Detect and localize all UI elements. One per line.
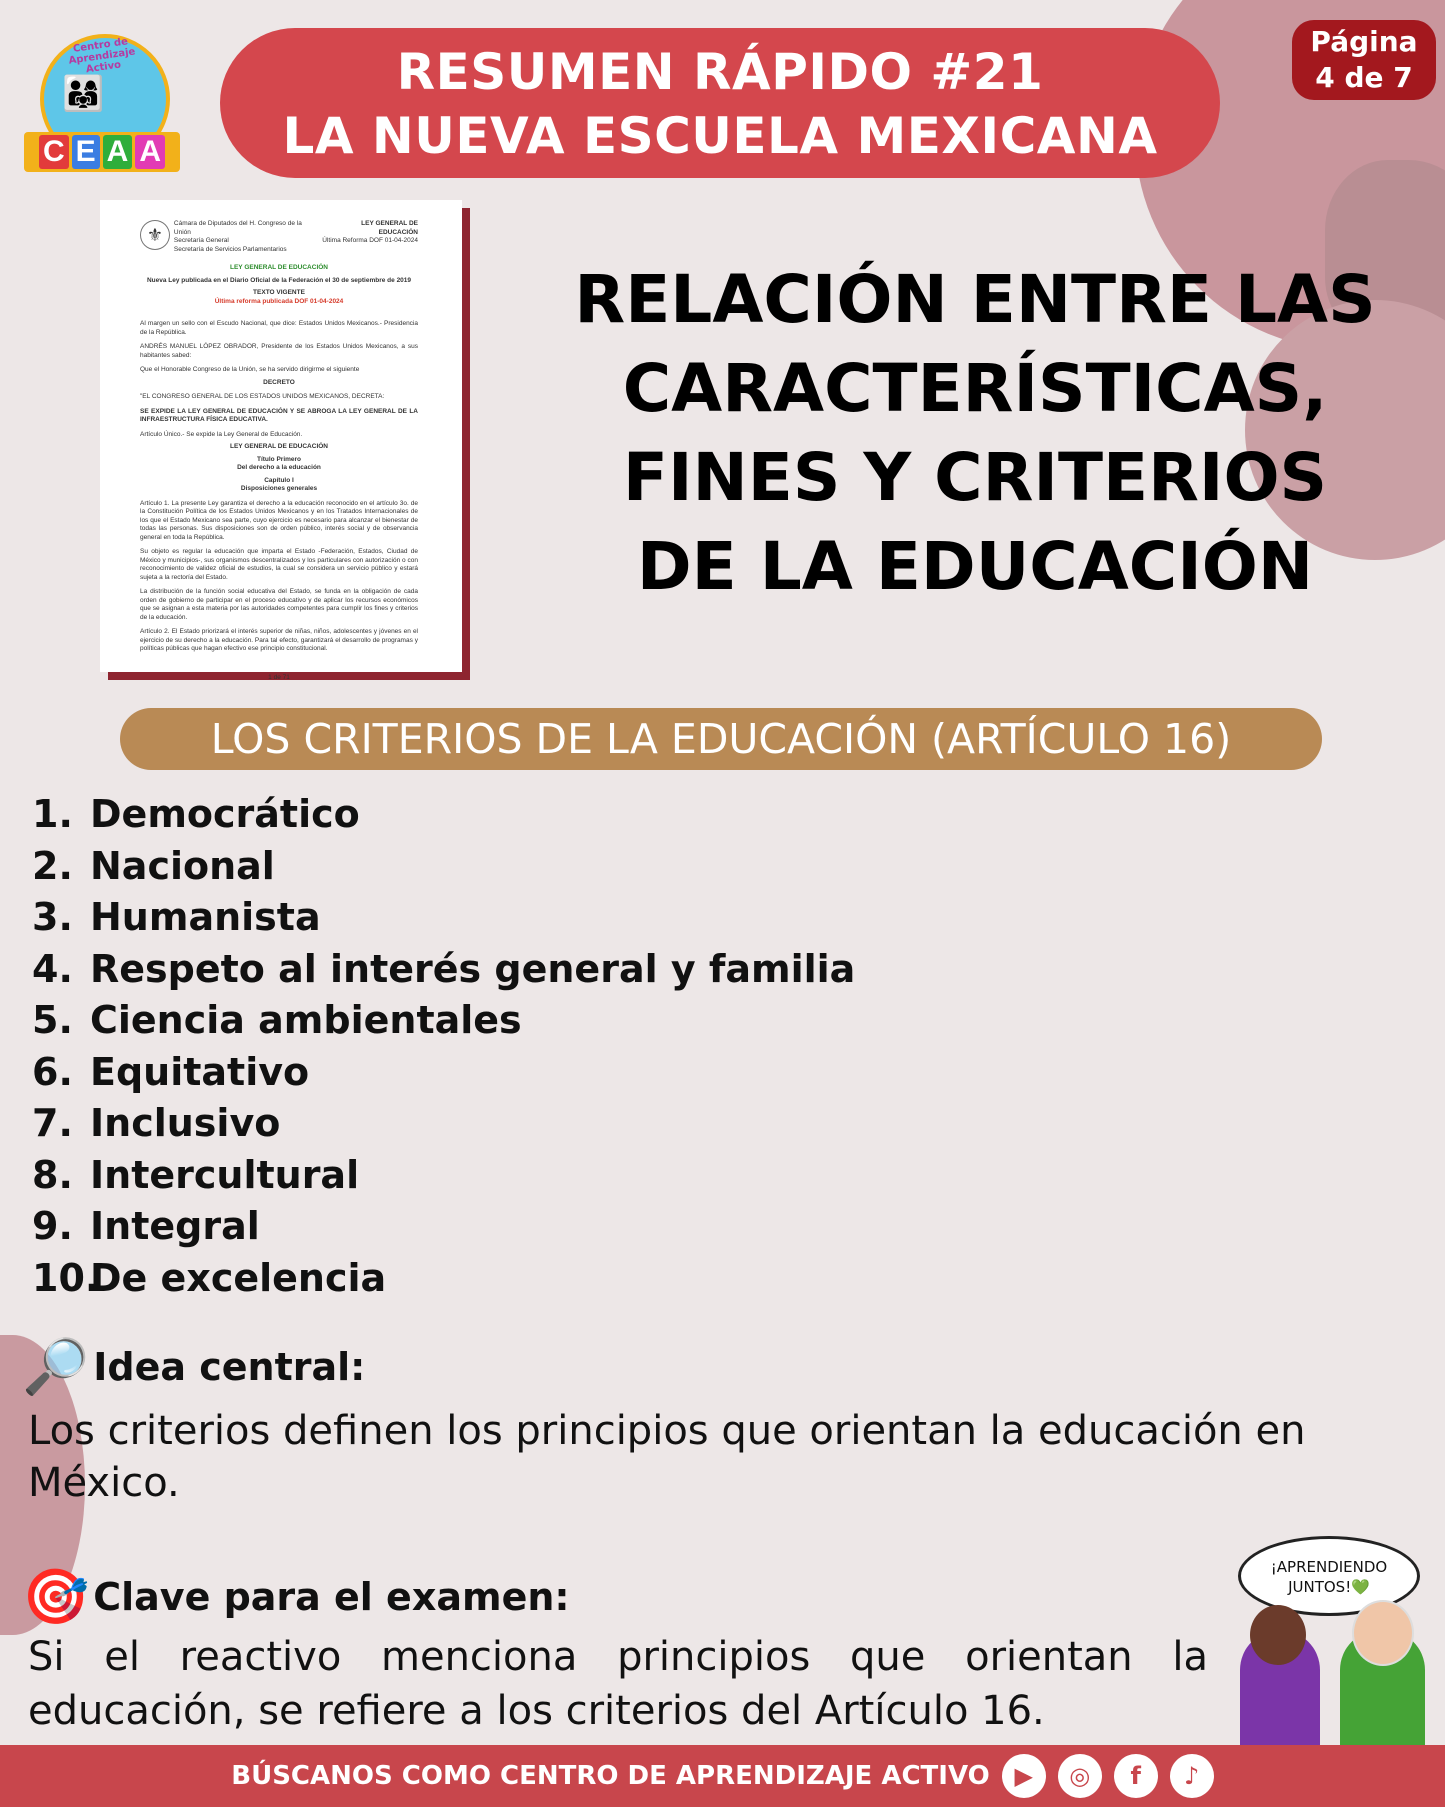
list-item [32,789,855,841]
teacher-woman-head [1250,1605,1306,1665]
law-document-thumbnail [100,200,462,681]
document-paragraph: "EL CONGRESO GENERAL DE LOS ESTADOS UNIDOS MEXICANOS, DECRETA: [140,393,385,400]
main-title-line: CARACTERÍSTICAS, [622,350,1328,427]
list-number: 2. [32,843,73,888]
list-label: Intercultural [90,1152,360,1197]
national-seal-icon: ⚜ [140,220,170,250]
page-label: Página [1310,25,1418,58]
document-paragraph: Al margen un sello con el Escudo Nacional, que dice: Estados Unidos Mexicanos.- Presidencia de la República. [140,320,418,336]
document-header-title: LEY GENERAL DE EDUCACIÓN [361,220,418,236]
document-header-left [174,220,320,254]
logo-letter: A [135,135,165,169]
list-number: 5. [32,998,73,1042]
section-heading: LOS CRITERIOS DE LA EDUCACIÓN (ARTÍCULO 16) [120,708,1322,770]
speech-bubble-line: ¡APRENDIENDO [1270,1558,1388,1576]
idea-central-text: Los criterios definen los principios que orientan la educación en México. [28,1408,1306,1506]
list-item [32,1150,855,1202]
list-item [32,944,855,996]
document-page-number: 1 de 71 [268,673,290,681]
list-label: Integral [90,1204,260,1248]
list-item [32,892,855,944]
document-paragraph: Artículo 2. El Estado priorizará el interés superior de niñas, niños, adolescentes y jóvenes en el ejercicio de su derecho a la educación. Para tal efecto, garantizará el desarrollo de programas y políticas públicas que hagan efectivo ese principio constitucional. [140,628,418,652]
main-title-line: FINES Y CRITERIOS [622,439,1328,516]
document-header-left-line: Secretaría de Servicios Parlamentarios [173,245,287,253]
list-item [32,1253,855,1305]
speech-bubble-line: JUNTOS!💚 [1288,1578,1370,1596]
target-icon: 🎯 [22,1565,90,1628]
main-title [520,255,1430,611]
list-item [32,995,855,1047]
list-number: 9. [32,1204,73,1248]
clave-examen-text: Si el reactivo menciona principios que orientan la educación, se refiere a los criterios del Artículo 16. [28,1634,1208,1734]
document-texto-vigente: TEXTO VIGENTE [253,289,305,296]
list-number: 3. [32,895,73,939]
document-titulo-sub: Del derecho a la educación [237,464,321,471]
clave-examen-heading [22,1565,570,1629]
list-item [32,841,855,893]
main-title-line: RELACIÓN ENTRE LAS [574,261,1376,338]
document-title: LEY GENERAL DE EDUCACIÓN [230,264,328,271]
idea-heading-text: Idea central: [93,1345,366,1389]
teacher-man-head [1352,1600,1414,1666]
list-number: 6. [32,1049,73,1094]
list-label: Humanista [90,895,321,939]
document-header-left-line: Cámara de Diputados del H. Congreso de la Unión [173,220,302,236]
document-decreto: DECRETO [263,378,295,386]
document-paragraph: Su objeto es regular la educación que imparta el Estado -Federación, Estados, Ciudad de México y municipios-, sus organismos descentralizados y los particulares con autorización o con reconocimiento de validez oficial de estudios, la cual se considera un servicio público y estará sujeta a la rectoría del Estado. [140,548,418,581]
document-last-reform: Última reforma publicada DOF 01-04-2024 [214,297,344,305]
teachers-illustration [1230,1620,1430,1760]
logo-arc-text: Centro de Aprendizaje Activo [67,36,136,76]
list-number: 7. [32,1101,73,1145]
list-label: Nacional [90,843,275,888]
list-number: 8. [32,1152,73,1197]
footer-text: BÚSCANOS COMO CENTRO DE APRENDIZAJE ACTIVO [231,1761,990,1791]
footer-bar [0,1745,1445,1807]
tiktok-icon[interactable]: ♪ [1170,1754,1214,1798]
document-paragraph: Que el Honorable Congreso de la Unión, se ha servido dirigirme el siguiente [140,366,360,373]
instagram-icon[interactable]: ◎ [1058,1754,1102,1798]
criteria-list [32,789,855,1304]
list-item [32,1201,855,1253]
document-capitulo: Capítulo I [264,476,294,484]
document-paragraph: SE EXPIDE LA LEY GENERAL DE EDUCACIÓN Y SE ABROGA LA LEY GENERAL DE LA INFRAESTRUCTURA FÍSICA EDUCATIVA. [140,407,418,423]
list-number: 4. [32,946,73,991]
header-title: RESUMEN RÁPIDO #21 [396,43,1044,101]
document-paragraph: Artículo 1. La presente Ley garantiza el derecho a la educación reconocido en el artículo 3o. de la Constitución Política de los Estados Unidos Mexicanos y en los Tratados Internacionales de los que el Estado Mexicano sea parte, cuyo ejercicio es necesario para alcanzar el bienestar de todas las personas. Sus disposiciones son de orden público, interés social y de observancia general en toda la República. [140,499,418,541]
document-header [140,220,418,254]
logo-letter: A [103,135,133,169]
header-banner [220,28,1220,178]
document-published: Nueva Ley publicada en el Diario Oficial de la Federación el 30 de septiembre de 2019 [146,276,412,284]
logo-letter: E [72,135,100,169]
list-label: De excelencia [90,1255,387,1300]
list-label: Equitativo [90,1049,310,1094]
list-label: Democrático [90,792,360,836]
page-indicator [1292,20,1436,100]
document-header-right [320,220,418,254]
document-law-title: LEY GENERAL DE EDUCACIÓN [230,443,328,450]
main-title-line: DE LA EDUCACIÓN [636,528,1314,605]
clave-heading-text: Clave para el examen: [93,1575,570,1619]
magnifying-glass-icon: 🔎 [22,1335,90,1398]
ceaa-logo [22,34,182,174]
logo-letter: C [39,135,69,169]
document-paragraph: La distribución de la función social educativa del Estado, se funda en la obligación de cada orden de gobierno de participar en el proceso educativo y de aplicar los recursos económicos que se asignan a esta materia por las autoridades competentes para cumplir los fines y criterios de la educación. [140,588,418,621]
list-item [32,1047,855,1099]
youtube-icon[interactable]: ▶ [1002,1754,1046,1798]
header-subtitle: LA NUEVA ESCUELA MEXICANA [282,107,1158,165]
list-label: Ciencia ambientales [90,998,522,1042]
document-header-reform: Última Reforma DOF 01-04-2024 [322,237,418,244]
logo-family-illustration: 👨‍👩‍👧 [62,74,105,114]
document-capitulo-sub: Disposiciones generales [240,485,318,492]
list-item [32,1098,855,1150]
logo-banner [24,132,180,172]
list-number: 10. [32,1255,100,1300]
document-header-left-line: Secretaría General [173,237,229,244]
facebook-icon[interactable]: f [1114,1754,1158,1798]
list-label: Respeto al interés general y familia [90,946,856,991]
page-number: 4 de 7 [1315,61,1413,94]
document-paragraph: Artículo Único.- Se expide la Ley General de Educación. [140,430,303,438]
document-paragraph: ANDRÉS MANUEL LÓPEZ OBRADOR, Presidente de los Estados Unidos Mexicanos, a sus habitantes sabed: [140,343,418,359]
document-titulo: Título Primero [256,455,302,463]
list-label: Inclusivo [90,1101,281,1145]
idea-central-heading [22,1335,365,1399]
list-number: 1. [32,792,73,836]
